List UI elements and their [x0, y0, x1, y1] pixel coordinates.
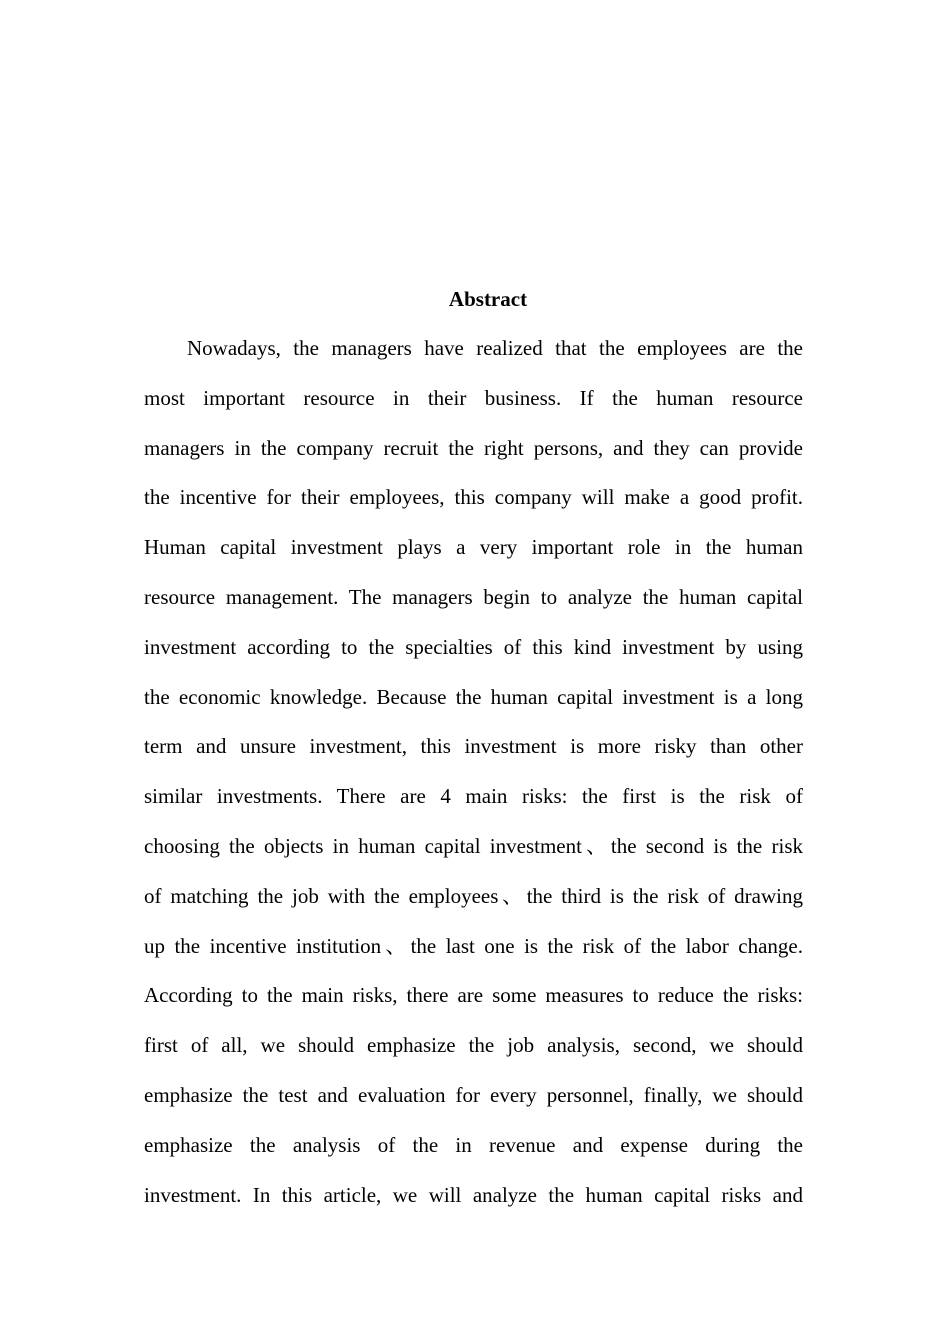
paragraph-line: Nowadays, the managers have realized that the employees are the	[187, 336, 803, 360]
paragraph-line: most important resource in their business. If the human resource	[144, 385, 803, 410]
paragraph-line: investment. In this article, we will analyze the human capital risks and	[144, 1182, 803, 1207]
paragraph-line: term and unsure investment, this investment is more risky than other	[144, 734, 803, 759]
paragraph-line: of matching the job with the employees、the third is the risk of drawing	[144, 883, 803, 908]
paragraph-line: managers in the company recruit the right persons, and they can provide	[144, 435, 803, 460]
paragraph-line: According to the main risks, there are some measures to reduce the risks:	[144, 983, 803, 1008]
paragraph-line: the incentive for their employees, this company will make a good profit.	[144, 485, 803, 510]
paragraph-line: choosing the objects in human capital investment、the second is the risk	[144, 833, 803, 858]
paragraph-line: investment according to the specialties of this kind investment by using	[144, 634, 803, 659]
paragraph-line: Human capital investment plays a very important role in the human	[144, 535, 803, 560]
paragraph-line: the economic knowledge. Because the human capital investment is a long	[144, 684, 803, 709]
paragraph-line: resource management. The managers begin to analyze the human capital	[144, 584, 803, 609]
abstract-title: Abstract	[448, 287, 528, 311]
paragraph-line: emphasize the test and evaluation for every personnel, finally, we should	[144, 1082, 803, 1107]
abstract-body	[144, 324, 803, 1220]
paragraph-line: similar investments. There are 4 main risks: the first is the risk of	[144, 784, 803, 809]
paragraph-line: first of all, we should emphasize the job analysis, second, we should	[144, 1033, 803, 1058]
paragraph-line: emphasize the analysis of the in revenue and expense during the	[144, 1132, 803, 1157]
paragraph-line: up the incentive institution、the last one is the risk of the labor change.	[144, 933, 803, 958]
